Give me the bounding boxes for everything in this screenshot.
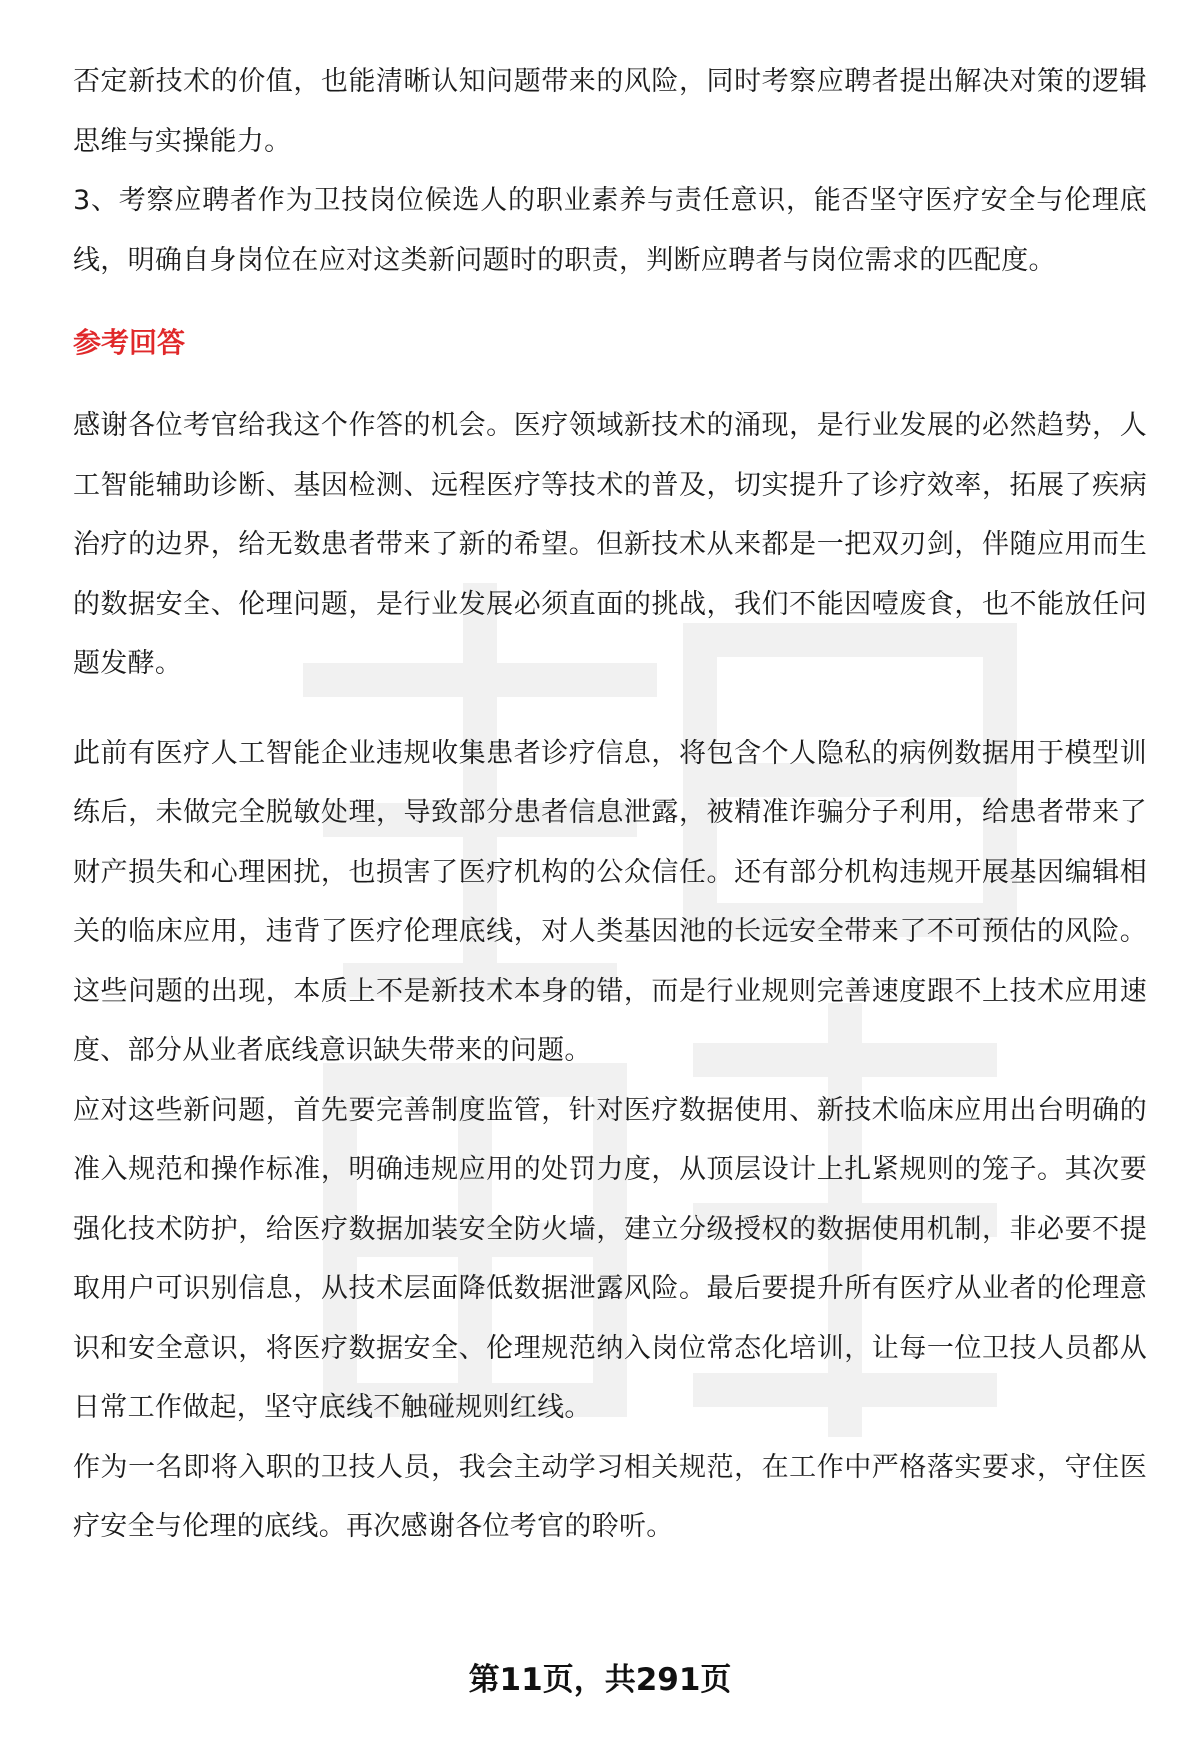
spacer xyxy=(73,290,1147,323)
page-number-footer: 第11页，共291页 xyxy=(468,1662,732,1698)
page-content xyxy=(73,52,1147,1557)
spacer xyxy=(73,363,1147,396)
intro-paragraph: 否定新技术的价值，也能清晰认知问题带来的风险，同时考察应聘者提出解决对策的逻辑思维与实操能力。 xyxy=(73,66,1147,157)
assessment-point-3: 3、考察应聘者作为卫技岗位候选人的职业素养与责任意识，能否坚守医疗安全与伦理底线，明确自身岗位在应对这类新问题时的职责，判断应聘者与岗位需求的匹配度。 xyxy=(73,185,1147,276)
answer-paragraph-2: 此前有医疗人工智能企业违规收集患者诊疗信息，将包含个人隐私的病例数据用于模型训练后，未做完全脱敏处理，导致部分患者信息泄露，被精准诈骗分子利用，给患者带来了财产损失和心理困扰，也损害了医疗机构的公众信任。还有部分机构违规开展基因编辑相关的临床应用，违背了医疗伦理底线，对人类基因池的长远安全带来了不可预估的风险。这些问题的出现，本质上不是新技术本身的错，而是行业规则完善速度跟不上技术应用速度、部分从业者底线意识缺失带来的问题。 xyxy=(73,737,1147,1066)
answer-paragraph-4: 作为一名即将入职的卫技人员，我会主动学习相关规范，在工作中严格落实要求，守住医疗安全与伦理的底线。再次感谢各位考官的聆听。 xyxy=(73,1451,1147,1542)
section-title-reference-answer: 参考回答 xyxy=(73,326,186,359)
answer-paragraph-1: 感谢各位考官给我这个作答的机会。医疗领域新技术的涌现，是行业发展的必然趋势，人工智能辅助诊断、基因检测、远程医疗等技术的普及，切实提升了诊疗效率，拓展了疾病治疗的边界，给无数患者带来了新的希望。但新技术从来都是一把双刃剑，伴随应用而生的数据安全、伦理问题，是行业发展必须直面的挑战，我们不能因噎废食，也不能放任问题发酵。 xyxy=(73,410,1147,679)
spacer xyxy=(73,694,1147,724)
answer-paragraph-3: 应对这些新问题，首先要完善制度监管，针对医疗数据使用、新技术临床应用出台明确的准入规范和操作标准，明确违规应用的处罚力度，从顶层设计上扎紧规则的笼子。其次要强化技术防护，给医疗数据加装安全防火墙，建立分级授权的数据使用机制，非必要不提取用户可识别信息，从技术层面降低数据泄露风险。最后要提升所有医疗从业者的伦理意识和安全意识，将医疗数据安全、伦理规范纳入岗位常态化培训，让每一位卫技人员都从日常工作做起，坚守底线不触碰规则红线。 xyxy=(73,1094,1147,1423)
